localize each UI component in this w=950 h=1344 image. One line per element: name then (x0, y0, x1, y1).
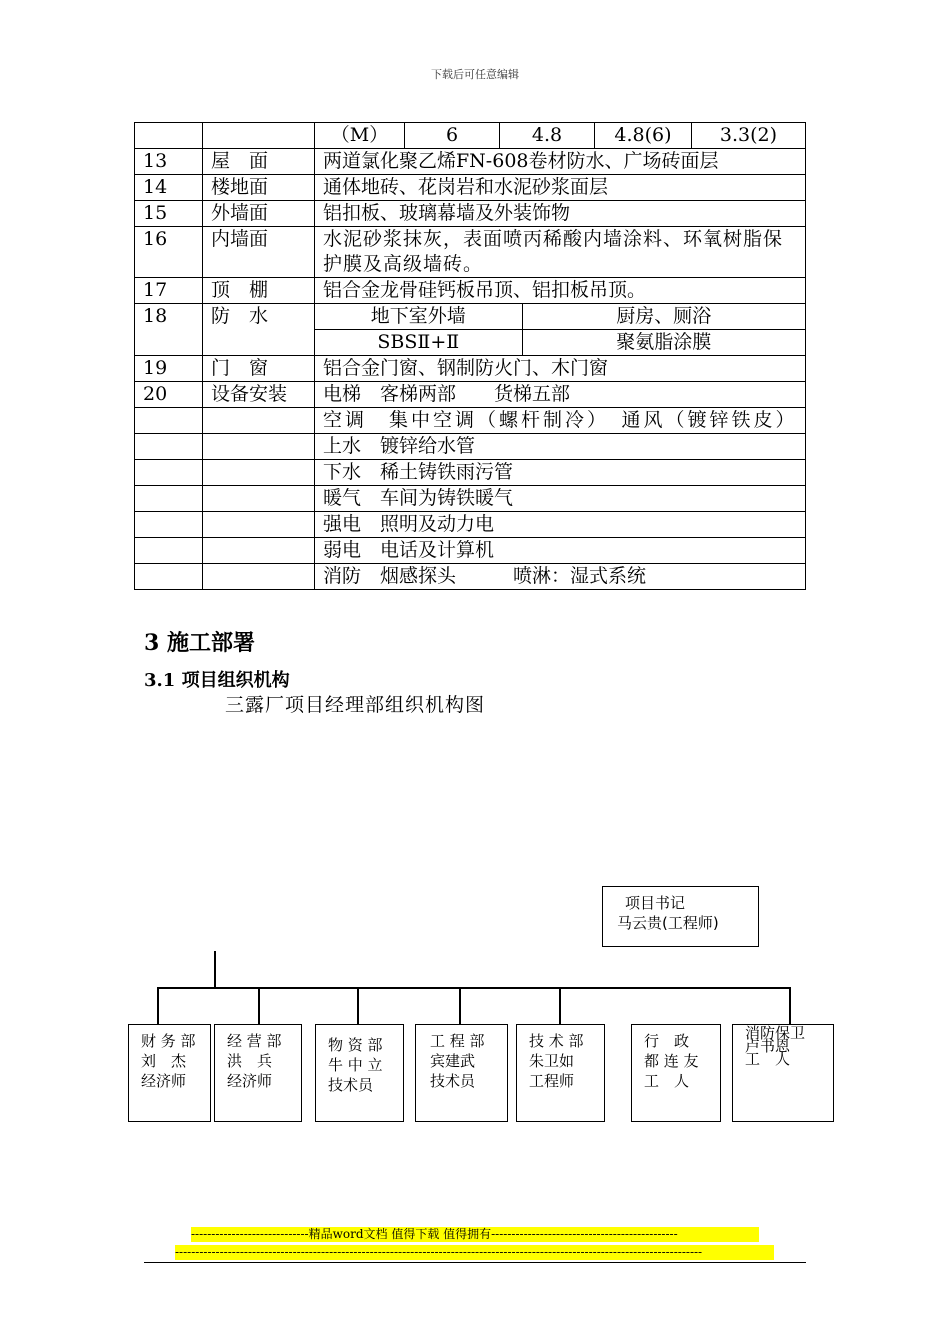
connector-line (357, 987, 359, 1024)
dept-name: 消防保卫 (745, 1024, 806, 1042)
footer-banner: -----------------------------精品word文档 值得下载 值得拥有---------------------------------------------- (191, 1227, 759, 1242)
dept-name: 财 务 部 (141, 1032, 196, 1050)
table-row (135, 227, 806, 278)
height-values (315, 123, 805, 148)
table-row (135, 356, 806, 382)
dept-role: 技术员 (328, 1076, 374, 1094)
table-row (135, 123, 806, 149)
row-item: 设备安装 (203, 382, 315, 408)
dept-person: 都 连 友 (644, 1052, 699, 1070)
height-unit: （M） (315, 123, 405, 148)
dept-role: 工 人 (644, 1072, 690, 1090)
table-row (135, 434, 806, 460)
row-desc: 通体地砖、花岗岩和水泥砂浆面层 (315, 175, 806, 201)
row-desc: 铝扣板、玻璃幕墙及外装饰物 (315, 201, 806, 227)
building-spec-table (134, 122, 806, 590)
row-desc: 两道氯化聚乙烯FN-608卷材防水、广场砖面层 (315, 149, 806, 175)
box-title: 项目书记 (625, 894, 686, 912)
dept-name: 工 程 部 (430, 1032, 485, 1050)
dept-name: 行 政 (644, 1032, 690, 1050)
table-row (135, 304, 806, 356)
waterproof-header (315, 304, 805, 330)
table-row (135, 175, 806, 201)
height-value: 6 (405, 123, 500, 148)
subsection-title: 3.1 项目组织机构 (144, 670, 290, 691)
height-value: 3.3(2) (719, 124, 778, 146)
connector-line (157, 987, 790, 989)
connector-line (258, 987, 260, 1024)
row-desc: 铝合金龙骨硅钙板吊顶、铝扣板吊顶。 (315, 278, 806, 304)
row-item: 门 窗 (203, 356, 315, 382)
row-item: 防 水 (203, 304, 315, 356)
table-row (135, 460, 806, 486)
dept-box-technical (516, 1024, 605, 1122)
dept-name: 技 术 部 (529, 1032, 584, 1050)
equip-desc: 消防 烟感探头 喷淋：湿式系统 (315, 564, 806, 590)
waterproof-value: SBSⅡ+Ⅱ (315, 330, 523, 355)
dept-person: 宾建武 (430, 1052, 476, 1070)
dept-role: 经济师 (227, 1072, 273, 1090)
row-desc: 水泥砂浆抹灰，表面喷丙稀酸内墙涂料、环氧树脂保护膜及高级墙砖。 (315, 227, 806, 278)
row-number: 13 (135, 149, 203, 175)
row-number: 19 (135, 356, 203, 382)
height-value: 4.8(6) (595, 123, 692, 148)
waterproof-area: 厨房、厕浴 (616, 305, 712, 327)
table-row (135, 382, 806, 408)
dept-role: 工程师 (529, 1072, 575, 1090)
dept-person: 牛 中 立 (328, 1056, 383, 1074)
connector-line (214, 951, 216, 987)
table-row (135, 512, 806, 538)
equip-desc: 强电 照明及动力电 (315, 512, 806, 538)
dept-box-administration (631, 1024, 721, 1122)
row-number: 16 (135, 227, 203, 278)
dept-box-materials (315, 1024, 404, 1122)
row-item: 楼地面 (203, 175, 315, 201)
connector-line (157, 987, 159, 1024)
dept-role: 技术员 (430, 1072, 476, 1090)
equip-desc: 上水 镀锌给水管 (315, 434, 806, 460)
org-chart-title: 三露厂项目经理部组织机构图 (225, 694, 486, 716)
row-number: 15 (135, 201, 203, 227)
equip-desc: 下水 稀土铸铁雨污管 (315, 460, 806, 486)
dept-box-engineering (415, 1024, 508, 1122)
row-item: 内墙面 (203, 227, 315, 278)
equip-desc: 暖气 车间为铸铁暖气 (315, 486, 806, 512)
dept-name: 经 营 部 (227, 1032, 282, 1050)
waterproof-value: 聚氨脂涂膜 (616, 331, 712, 353)
dept-box-business (214, 1024, 302, 1122)
footer-banner-rule: ---------------------------------------------------------------------------------------------------------------------------------- (175, 1245, 774, 1260)
dept-box-fire-security (732, 1024, 834, 1122)
row-number: 17 (135, 278, 203, 304)
table-row (135, 149, 806, 175)
table-row (135, 278, 806, 304)
table-row (135, 538, 806, 564)
row-item: 屋 面 (203, 149, 315, 175)
row-number: 14 (135, 175, 203, 201)
equip-desc: 弱电 电话及计算机 (315, 538, 806, 564)
waterproof-material (315, 330, 805, 355)
table-row (135, 564, 806, 590)
dept-role: 工 人 (745, 1050, 791, 1068)
waterproof-area: 地下室外墙 (315, 304, 523, 329)
project-secretary-box (602, 886, 759, 947)
footer-divider (144, 1262, 806, 1263)
box-person: 马云贵(工程师) (617, 914, 719, 932)
equip-desc: 空调 集中空调（螺杆制冷） 通风（镀锌铁皮） (315, 408, 806, 434)
dept-role: 经济师 (141, 1072, 187, 1090)
dept-name: 物 资 部 (328, 1036, 383, 1054)
connector-line (559, 987, 561, 1024)
row-desc: 电梯 客梯两部 货梯五部 (315, 382, 806, 408)
page-header-note: 下载后可任意编辑 (431, 68, 519, 81)
table-row (135, 408, 806, 434)
dept-box-finance (128, 1024, 211, 1122)
section-title: 3 施工部署 (144, 630, 255, 656)
table-row (135, 486, 806, 512)
dept-person: 刘 杰 (141, 1052, 187, 1070)
height-value: 4.8 (500, 123, 595, 148)
row-item: 顶 棚 (203, 278, 315, 304)
row-item: 外墙面 (203, 201, 315, 227)
dept-person: 洪 兵 (227, 1052, 273, 1070)
row-number: 20 (135, 382, 203, 408)
row-desc: 铝合金门窗、钢制防火门、木门窗 (315, 356, 806, 382)
dept-person: 朱卫如 (529, 1052, 575, 1070)
table-row (135, 201, 806, 227)
connector-line (789, 987, 791, 1024)
dept-person: 卢书恩 (745, 1037, 791, 1055)
row-number: 18 (135, 304, 203, 356)
connector-line (459, 987, 461, 1024)
